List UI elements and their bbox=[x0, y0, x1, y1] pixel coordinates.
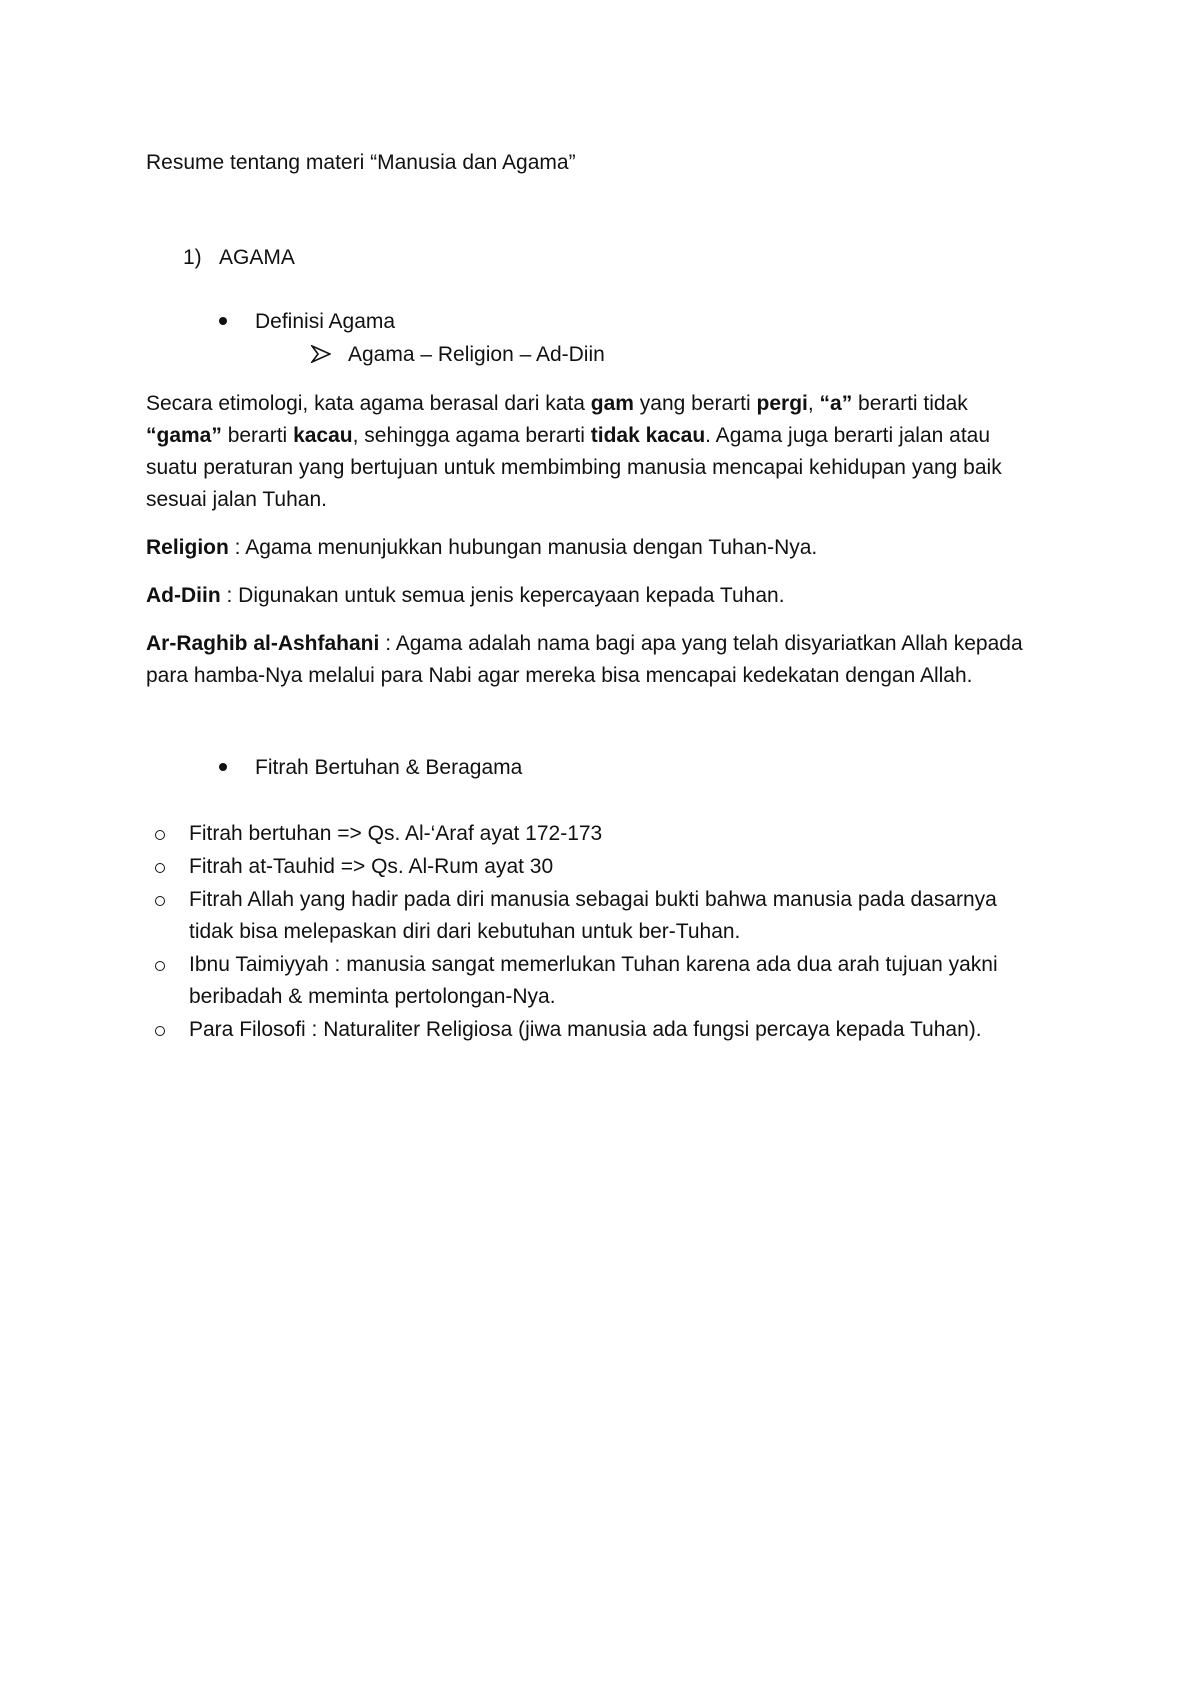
circle-bullet-icon bbox=[155, 961, 165, 971]
bullet-fitrah-bertuhan: Fitrah Bertuhan & Beragama bbox=[255, 756, 523, 779]
raghib-definition-line-1: Ar-Raghib al-Ashfahani : Agama adalah nama bagi apa yang telah disyariatkan Allah kepada bbox=[146, 632, 1023, 655]
circle-bullet-icon bbox=[155, 830, 165, 840]
list-item-continuation: beribadah & meminta pertolongan-Nya. bbox=[189, 985, 556, 1008]
list-item: Para Filosofi : Naturaliter Religiosa (jiwa manusia ada fungsi percaya kepada Tuhan). bbox=[189, 1018, 982, 1041]
circle-bullet-icon bbox=[155, 1026, 165, 1036]
sub-item-agama-religion-addiin: Agama – Religion – Ad-Diin bbox=[348, 343, 605, 366]
religion-definition: Religion : Agama menunjukkan hubungan manusia dengan Tuhan-Nya. bbox=[146, 536, 818, 559]
etymology-line-1: Secara etimologi, kata agama berasal dari kata gam yang berarti pergi, “a” berarti tidak bbox=[146, 392, 968, 415]
arrowhead-bullet-icon bbox=[311, 345, 331, 363]
etymology-line-4: sesuai jalan Tuhan. bbox=[146, 488, 327, 511]
document-title: Resume tentang materi “Manusia dan Agama” bbox=[146, 151, 576, 174]
addiin-definition: Ad-Diin : Digunakan untuk semua jenis kepercayaan kepada Tuhan. bbox=[146, 584, 785, 607]
bullet-dot-icon bbox=[219, 317, 227, 325]
circle-bullet-icon bbox=[155, 896, 165, 906]
bullet-definisi-agama: Definisi Agama bbox=[255, 310, 396, 333]
section-number: 1) bbox=[183, 246, 202, 269]
bullet-dot-icon bbox=[219, 763, 227, 771]
list-item-continuation: tidak bisa melepaskan diri dari kebutuhan untuk ber-Tuhan. bbox=[189, 920, 741, 943]
list-item: Fitrah bertuhan => Qs. Al-‘Araf ayat 172-173 bbox=[189, 822, 603, 845]
list-item: Fitrah at-Tauhid => Qs. Al-Rum ayat 30 bbox=[189, 855, 554, 878]
list-item: Ibnu Taimiyyah : manusia sangat memerlukan Tuhan karena ada dua arah tujuan yakni bbox=[189, 953, 998, 976]
raghib-definition-line-2: para hamba-Nya melalui para Nabi agar mereka bisa mencapai kedekatan dengan Allah. bbox=[146, 664, 973, 687]
list-item: Fitrah Allah yang hadir pada diri manusia sebagai bukti bahwa manusia pada dasarnya bbox=[189, 888, 997, 911]
circle-bullet-icon bbox=[155, 863, 165, 873]
etymology-line-2: “gama” berarti kacau, sehingga agama berarti tidak kacau. Agama juga berarti jalan atau bbox=[146, 424, 991, 447]
etymology-line-3: suatu peraturan yang bertujuan untuk membimbing manusia mencapai kehidupan yang baik bbox=[146, 456, 1002, 479]
section-heading: AGAMA bbox=[219, 246, 295, 269]
